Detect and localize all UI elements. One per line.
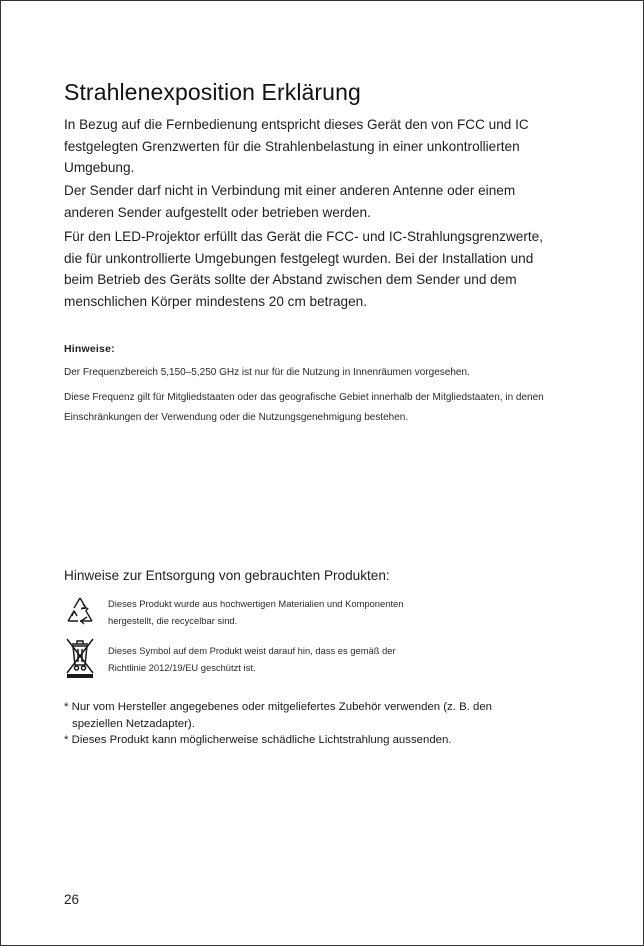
note-item: * Nur vom Hersteller angegebenes oder mitgeliefertes Zubehör verwenden (z. B. den speziellen Netzadapter).: [64, 701, 493, 730]
paragraph-transmitter: Der Sender darf nicht in Verbindung mit einer anderen Antenne oder einem anderen Sender aufgestellt oder betrieben werden.: [64, 183, 516, 220]
recycle-icon: [64, 595, 96, 627]
notes-list: [64, 699, 544, 749]
weee-description: Dieses Symbol auf dem Produkt weist darauf hin, dass es gemäß der Richtlinie 2012/19/EU geschützt ist.: [108, 645, 396, 673]
recycle-description: Dieses Produkt wurde aus hochwertigen Materialien und Komponenten hergestellt, die recycelbar sind.: [108, 598, 404, 626]
page-number: 26: [64, 892, 80, 907]
hinweise-heading: Hinweise:: [64, 343, 115, 355]
hinweise-item: Der Frequenzbereich 5,150–5,250 GHz ist nur für die Nutzung in Innenräumen vorgesehen.: [64, 367, 470, 378]
note-item: * Dieses Produkt kann möglicherweise schädliche Lichtstrahlung aussenden.: [64, 734, 452, 746]
disposal-heading: Hinweise zur Entsorgung von gebrauchten Produkten:: [64, 568, 390, 583]
paragraph-remote-control: In Bezug auf die Fernbedienung entspricht dieses Gerät den von FCC und IC festgelegten Grenzwerten für die Strahlenbelastung in einer unkontrollierten Umgebung.: [64, 117, 529, 175]
page-title: Strahlenexposition Erklärung: [64, 79, 361, 105]
weee-crossed-bin-icon: [64, 635, 96, 679]
paragraph-led-projector: Für den LED-Projektor erfüllt das Gerät die FCC- und IC-Strahlungsgrenzwerte, die für unkontrollierte Umgebungen festgelegt wurden. Bei der Installation und beim Betrieb des Geräts sollte der Abstand zwischen dem Sender und dem menschlichen Körper mindestens 20 cm betragen.: [64, 229, 544, 309]
hinweise-item: Diese Frequenz gilt für Mitgliedstaaten oder das geografische Gebiet innerhalb der Mitgliedstaaten, in denen Einschränkungen der Verwendung oder die Nutzungsgenehmigung bestehen.: [64, 392, 544, 423]
